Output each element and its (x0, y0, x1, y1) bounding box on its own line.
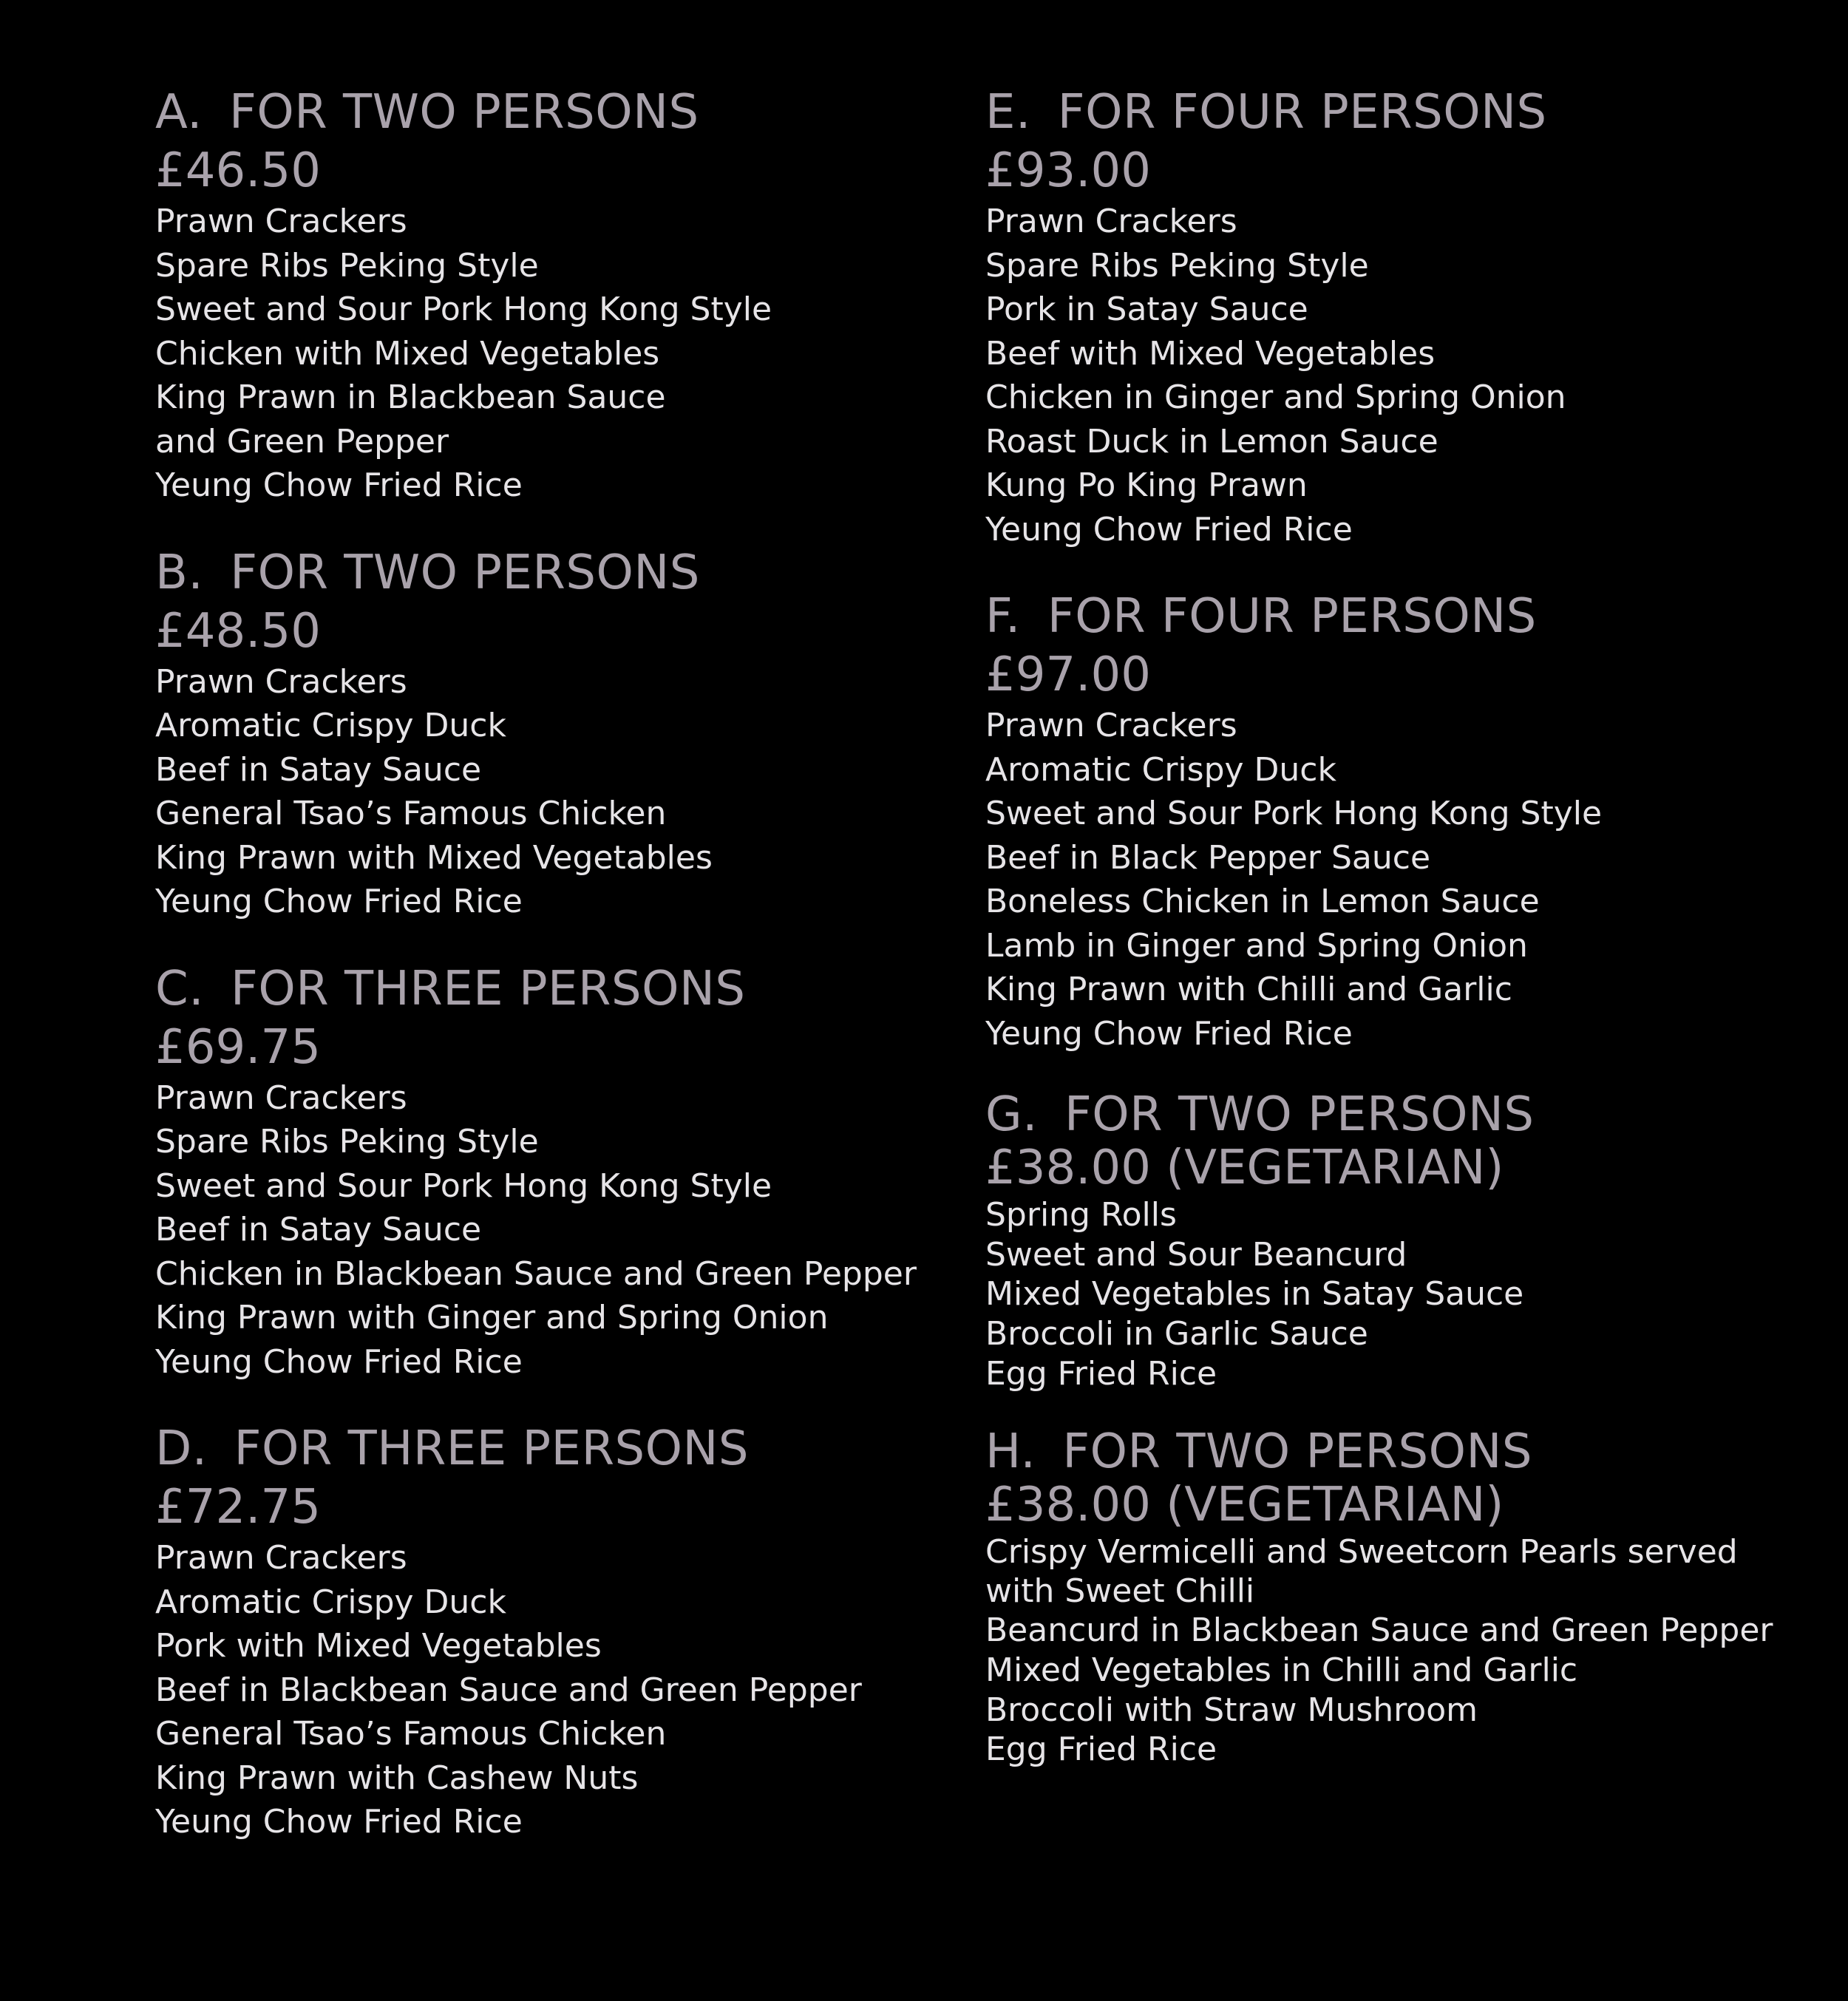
set-price: £72.75 (155, 1480, 321, 1535)
set-heading (985, 1426, 1813, 1478)
set-menu-b (155, 543, 954, 924)
dish-item: Pork in Satay Sauce (985, 291, 1308, 328)
set-price: £93.00 (985, 143, 1151, 198)
set-letter: A. (155, 85, 203, 140)
set-letter: B. (155, 545, 204, 600)
dish-item: Spare Ribs Peking Style (155, 246, 539, 285)
dish-item: Egg Fried Rice (985, 1730, 1217, 1769)
set-menu-a (155, 83, 954, 508)
dish-list (155, 200, 954, 508)
set-menu-f (985, 587, 1813, 1056)
dish-item: Chicken in Ginger and Spring Onion (985, 378, 1566, 416)
set-heading (155, 959, 954, 1019)
set-title: FOR TWO PERSONS (1064, 1087, 1535, 1142)
dish-item: Spare Ribs Peking Style (985, 246, 1369, 285)
dish-item: Lamb in Ginger and Spring Onion (985, 926, 1528, 965)
dish-item: with Sweet Chilli (985, 1572, 1255, 1610)
dish-item: Sweet and Sour Pork Hong Kong Style (155, 1166, 772, 1205)
dish-list (155, 1076, 954, 1385)
dish-item: Aromatic Crispy Duck (155, 1583, 506, 1621)
dish-item: Chicken in Blackbean Sauce and Green Pepper (155, 1254, 917, 1293)
dish-item: Spring Rolls (985, 1196, 1177, 1234)
set-letter: E. (985, 85, 1031, 140)
dish-item: Mixed Vegetables in Chilli and Garlic (985, 1651, 1578, 1689)
set-letter: G. (985, 1087, 1038, 1142)
dish-list (985, 200, 1813, 551)
dish-list (985, 704, 1813, 1056)
dish-item: Boneless Chicken in Lemon Sauce (985, 883, 1540, 920)
dish-item: Roast Duck in Lemon Sauce (985, 422, 1438, 461)
set-heading (985, 1089, 1813, 1141)
dish-item: Mixed Vegetables in Satay Sauce (985, 1275, 1524, 1314)
dish-list (985, 1532, 1813, 1770)
set-heading (155, 83, 954, 142)
dish-item: Yeung Chow Fried Rice (155, 1342, 523, 1381)
dish-item: Beancurd in Blackbean Sauce and Green Pepper (985, 1611, 1773, 1650)
set-price: £38.00 (VEGETARIAN) (985, 1141, 1504, 1195)
dish-item: Prawn Crackers (155, 1539, 407, 1577)
set-menu-d (155, 1419, 954, 1844)
set-price: £38.00 (VEGETARIAN) (985, 1477, 1504, 1532)
dish-item: Prawn Crackers (155, 1078, 407, 1117)
dish-item: Aromatic Crispy Duck (985, 750, 1336, 789)
set-title: FOR TWO PERSONS (230, 545, 700, 600)
dish-item: Beef in Satay Sauce (155, 1211, 482, 1248)
dish-item: Prawn Crackers (155, 662, 407, 701)
dish-item: King Prawn with Ginger and Spring Onion (155, 1299, 829, 1336)
dish-item: Yeung Chow Fried Rice (985, 1014, 1353, 1053)
set-letter: D. (155, 1421, 208, 1476)
dish-item: King Prawn with Cashew Nuts (155, 1759, 639, 1797)
dish-item: Beef in Black Pepper Sauce (985, 838, 1431, 877)
menu-column-left (155, 83, 954, 1844)
dish-item: General Tsao’s Famous Chicken (155, 795, 667, 832)
dish-list (155, 660, 954, 924)
dish-item: Prawn Crackers (155, 203, 407, 240)
set-letter: H. (985, 1424, 1036, 1479)
dish-item: and Green Pepper (155, 422, 449, 461)
dish-list (985, 1195, 1813, 1394)
set-price: £97.00 (985, 648, 1151, 702)
set-title: FOR TWO PERSONS (229, 85, 699, 140)
dish-item: Chicken with Mixed Vegetables (155, 334, 660, 373)
set-letter: F. (985, 589, 1021, 644)
set-menu-c (155, 959, 954, 1385)
set-title: FOR FOUR PERSONS (1057, 85, 1547, 140)
set-title: FOR TWO PERSONS (1062, 1424, 1532, 1479)
dish-item: Crispy Vermicelli and Sweetcorn Pearls served (985, 1532, 1738, 1571)
dish-item: King Prawn with Mixed Vegetables (155, 838, 713, 877)
menu-column-right (985, 83, 1813, 1770)
set-heading (985, 587, 1813, 646)
dish-item: Egg Fried Rice (985, 1354, 1217, 1393)
dish-item: King Prawn with Chilli and Garlic (985, 971, 1512, 1008)
dish-item: Spare Ribs Peking Style (155, 1123, 539, 1161)
dish-item: Prawn Crackers (985, 707, 1237, 744)
dish-item: Yeung Chow Fried Rice (985, 510, 1353, 548)
dish-item: Prawn Crackers (985, 203, 1237, 240)
set-title: FOR FOUR PERSONS (1047, 589, 1537, 644)
dish-item: Kung Po King Prawn (985, 466, 1308, 504)
dish-item: Beef with Mixed Vegetables (985, 334, 1436, 373)
set-menu-g (985, 1089, 1813, 1394)
dish-item: Aromatic Crispy Duck (155, 707, 506, 744)
set-letter: C. (155, 961, 205, 1016)
set-heading (985, 83, 1813, 142)
dish-item: General Tsao’s Famous Chicken (155, 1715, 667, 1753)
dish-item: King Prawn in Blackbean Sauce (155, 378, 666, 416)
set-menu-e (985, 83, 1813, 551)
set-title: FOR THREE PERSONS (234, 1421, 750, 1476)
dish-item: Beef in Blackbean Sauce and Green Pepper (155, 1671, 862, 1709)
dish-item: Yeung Chow Fried Rice (155, 883, 523, 920)
dish-item: Sweet and Sour Beancurd (985, 1235, 1407, 1274)
dish-list (155, 1536, 954, 1844)
set-price: £46.50 (155, 143, 321, 198)
dish-item: Yeung Chow Fried Rice (155, 1803, 523, 1841)
set-title: FOR THREE PERSONS (231, 961, 746, 1016)
dish-item: Broccoli with Straw Mushroom (985, 1691, 1478, 1729)
set-heading (155, 1419, 954, 1478)
dish-item: Broccoli in Garlic Sauce (985, 1315, 1368, 1353)
set-heading (155, 543, 954, 602)
set-price: £48.50 (155, 603, 321, 659)
set-price: £69.75 (155, 1019, 321, 1075)
set-menu-h (985, 1426, 1813, 1770)
dish-item: Pork with Mixed Vegetables (155, 1627, 602, 1665)
dish-item: Yeung Chow Fried Rice (155, 466, 523, 504)
dish-item: Sweet and Sour Pork Hong Kong Style (155, 291, 772, 328)
dish-item: Beef in Satay Sauce (155, 750, 482, 789)
dish-item: Sweet and Sour Pork Hong Kong Style (985, 795, 1603, 832)
